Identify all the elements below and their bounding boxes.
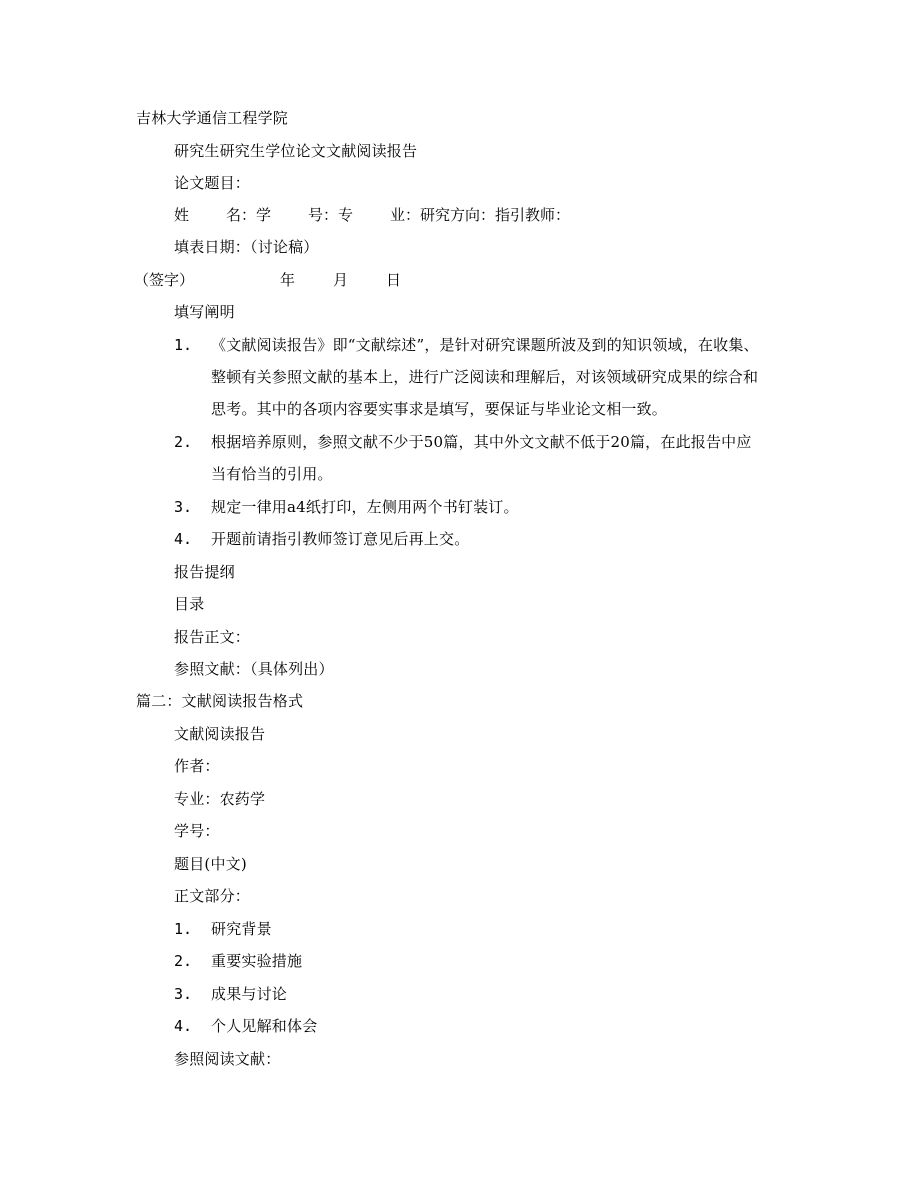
school-name: 吉林大学通信工程学院 bbox=[136, 109, 289, 127]
section-number: 1. bbox=[174, 920, 193, 938]
author-label: 作者： bbox=[174, 757, 220, 775]
name-label-part1: 姓 bbox=[174, 206, 190, 224]
section-title: 个人见解和体会 bbox=[211, 1017, 318, 1035]
report-body-label: 报告正文： bbox=[174, 628, 251, 646]
major-label: 专业：农药学 bbox=[174, 790, 266, 808]
instruction-number: 4. bbox=[174, 530, 193, 548]
instruction-number: 2. bbox=[174, 433, 193, 451]
instruction-text: 《文献阅读报告》即“文献综述”，是针对研究课题所波及到的知识领域，在收集、 bbox=[211, 336, 759, 354]
day-label: 日 bbox=[386, 271, 402, 289]
student-id-field-label: 学号： bbox=[174, 822, 220, 840]
signature-row bbox=[134, 270, 401, 290]
year-label: 年 bbox=[280, 271, 296, 289]
month-label: 月 bbox=[333, 271, 349, 289]
section-title: 重要实验措施 bbox=[211, 952, 303, 970]
section-number: 3. bbox=[174, 985, 193, 1003]
section-title: 成果与讨论 bbox=[211, 985, 288, 1003]
reading-references-label: 参照阅读文献： bbox=[174, 1050, 281, 1068]
part2-title: 文献阅读报告 bbox=[174, 725, 266, 743]
part2-heading: 篇二：文献阅读报告格式 bbox=[136, 692, 304, 710]
outline-heading: 报告提纲 bbox=[174, 563, 235, 581]
name-label-part2: 名：学 bbox=[226, 206, 272, 224]
signature-label: （签字） bbox=[134, 271, 195, 289]
instruction-number: 3. bbox=[174, 498, 193, 516]
topic-label: 题目(中文) bbox=[174, 855, 247, 873]
section-number: 2. bbox=[174, 952, 193, 970]
section-title: 研究背景 bbox=[211, 920, 272, 938]
main-section-label: 正文部分： bbox=[174, 887, 251, 905]
student-info-row bbox=[174, 205, 570, 225]
toc-heading: 目录 bbox=[174, 595, 205, 613]
fill-date-label: 填表日期：（讨论稿） bbox=[174, 238, 319, 256]
report-title: 研究生研究生学位论文文献阅读报告 bbox=[174, 142, 418, 160]
instruction-text: 根据培养原则，参照文献不少于50篇，其中外文文献不低于20篇，在此报告中应 bbox=[211, 433, 752, 451]
instruction-text: 整顿有关参照文献的基本上，进行广泛阅读和理解后，对该领域研究成果的综合和 bbox=[211, 368, 759, 386]
student-id-label: 号：专 bbox=[308, 206, 354, 224]
instruction-number: 1. bbox=[174, 336, 193, 354]
section-number: 4. bbox=[174, 1017, 193, 1035]
references-label: 参照文献：（具体列出） bbox=[174, 660, 334, 678]
instruction-text: 规定一律用a4纸打印，左侧用两个书钉装订。 bbox=[211, 498, 519, 516]
major-advisor-labels: 业：研究方向：指引教师： bbox=[390, 206, 571, 224]
thesis-title-label: 论文题目： bbox=[174, 174, 251, 192]
instruction-text: 当有恰当的引用。 bbox=[211, 465, 333, 483]
instructions-heading: 填写阐明 bbox=[174, 303, 235, 321]
instruction-text: 思考。其中的各项内容要实事求是填写，要保证与毕业论文相一致。 bbox=[211, 400, 668, 418]
instruction-text: 开题前请指引教师签订意见后再上交。 bbox=[211, 530, 470, 548]
